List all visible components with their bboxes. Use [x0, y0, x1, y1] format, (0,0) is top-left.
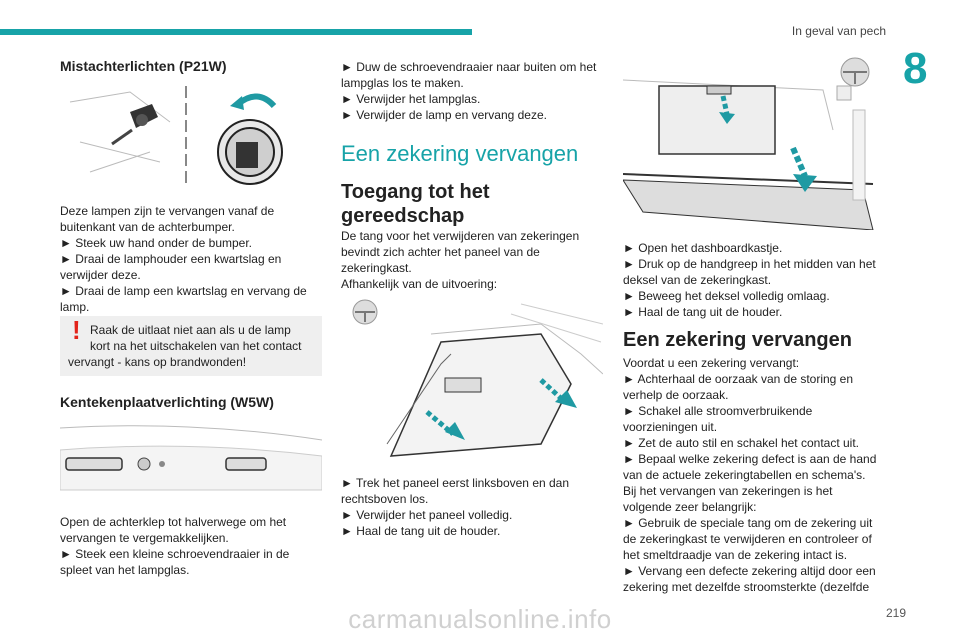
- text-line: deksel van de zekeringkast.: [623, 273, 772, 287]
- text-line: zekering met dezelfde stroomsterkte (dezelfde: [623, 580, 870, 594]
- text-line: ► Haal de tang uit de houder.: [623, 305, 783, 319]
- panel-removal-instructions: [341, 475, 569, 539]
- text-line: buitenkant van de achterbumper.: [60, 220, 235, 234]
- text-line: kort na het uitschakelen van het contact: [90, 339, 302, 353]
- glovebox-instructions: [623, 240, 876, 320]
- text-line: ► Verwijder het lampglas.: [341, 92, 481, 106]
- text-line: ► Steek een kleine schroevendraaier in de: [60, 547, 290, 561]
- text-line: ► Trek het paneel eerst linksboven en dan: [341, 476, 570, 490]
- text-line: volgende zeer belangrijk:: [623, 500, 757, 514]
- text-line: ► Gebruik de speciale tang om de zekering uit: [623, 516, 873, 530]
- text-line: het smeltdraadje van de zekering intact is.: [623, 548, 848, 562]
- chapter-number: 8: [903, 44, 928, 93]
- text-line: Deze lampen zijn te vervangen vanaf de: [60, 204, 275, 218]
- text-line: voorzieningen uit.: [623, 420, 718, 434]
- fuse-panel-illustration: [341, 294, 603, 464]
- text-line: verwijder deze.: [60, 268, 141, 282]
- text-line: vervangen te vergemakkelijken.: [60, 531, 229, 545]
- text-line: zekeringkast.: [341, 261, 412, 275]
- text-line: ► Schakel alle stroomverbruikende: [623, 404, 813, 418]
- text-line: van de actuele zekeringtabellen en schema's.: [623, 468, 866, 482]
- text-line: ► Duw de schroevendraaier naar buiten om het: [341, 60, 597, 74]
- warning-icon: !: [72, 315, 81, 345]
- license-light-instructions: [60, 514, 289, 578]
- text-line: Bij het vervangen van zekeringen is het: [623, 484, 833, 498]
- warning-box: [60, 316, 322, 376]
- heading-replace-fuse: Een zekering vervangen: [623, 329, 852, 351]
- section-title: In geval van pech: [791, 24, 886, 38]
- text-line: Open de achterklep tot halverwege om het: [60, 515, 287, 529]
- text-line: ► Druk op de handgreep in het midden van het: [623, 257, 876, 271]
- license-light-illustration: [60, 420, 322, 500]
- text-line: vervangt - kans op brandwonden!: [68, 355, 247, 369]
- text-line: ► Zet de auto stil en schakel het contact uit.: [623, 436, 860, 450]
- text-line: spleet van het lampglas.: [60, 563, 190, 577]
- fog-light-illustration: [60, 82, 322, 192]
- heading-fog-lights: Mistachterlichten (P21W): [60, 58, 227, 74]
- text-line: ► Draai de lamp een kwartslag en vervang de: [60, 284, 307, 298]
- watermark: carmanualsonline.info: [348, 604, 612, 634]
- text-line: Afhankelijk van de uitvoering:: [341, 277, 498, 291]
- text-line: De tang voor het verwijderen van zekeringen: [341, 229, 580, 243]
- glovebox-illustration: [623, 50, 885, 230]
- text-line: ► Draai de lamphouder een kwartslag en: [60, 252, 282, 266]
- text-line: Voordat u een zekering vervangt:: [623, 356, 800, 370]
- heading-tool-access: [341, 180, 490, 228]
- text-line: ► Verwijder de lamp en vervang deze.: [341, 108, 547, 122]
- text-line: ► Haal de tang uit de houder.: [341, 524, 501, 538]
- heading-license-light: Kentekenplaatverlichting (W5W): [60, 394, 274, 410]
- header-accent-bar: [0, 29, 472, 35]
- heading-line: Toegang tot het: [341, 181, 490, 203]
- text-line: ► Beweeg het deksel volledig omlaag.: [623, 289, 830, 303]
- text-line: de zekeringkast te verwijderen en controleer of: [623, 532, 872, 546]
- text-line: ► Verwijder het paneel volledig.: [341, 508, 513, 522]
- lens-instructions: [341, 59, 596, 123]
- page-number: 219: [885, 606, 906, 620]
- text-line: Raak de uitlaat niet aan als u de lamp: [90, 323, 291, 337]
- text-line: ► Bepaal welke zekering defect is aan de hand: [623, 452, 877, 466]
- text-line: ► Achterhaal de oorzaak van de storing en: [623, 372, 854, 386]
- tool-location-text: [341, 228, 579, 292]
- text-line: ► Steek uw hand onder de bumper.: [60, 236, 252, 250]
- text-line: ► Vervang een defecte zekering altijd door een: [623, 564, 876, 578]
- text-line: lamp.: [60, 300, 90, 314]
- heading-replace-fuse-light: Een zekering vervangen: [341, 141, 579, 166]
- text-line: bevindt zich achter het paneel van de: [341, 245, 540, 259]
- text-line: verhelp de oorzaak.: [623, 388, 729, 402]
- fuse-replacement-instructions: [623, 355, 876, 595]
- text-line: ► Open het dashboardkastje.: [623, 241, 783, 255]
- text-line: rechtsboven los.: [341, 492, 429, 506]
- fog-light-instructions: [60, 203, 307, 315]
- text-line: lampglas los te maken.: [341, 76, 464, 90]
- heading-line: gereedschap: [341, 205, 465, 227]
